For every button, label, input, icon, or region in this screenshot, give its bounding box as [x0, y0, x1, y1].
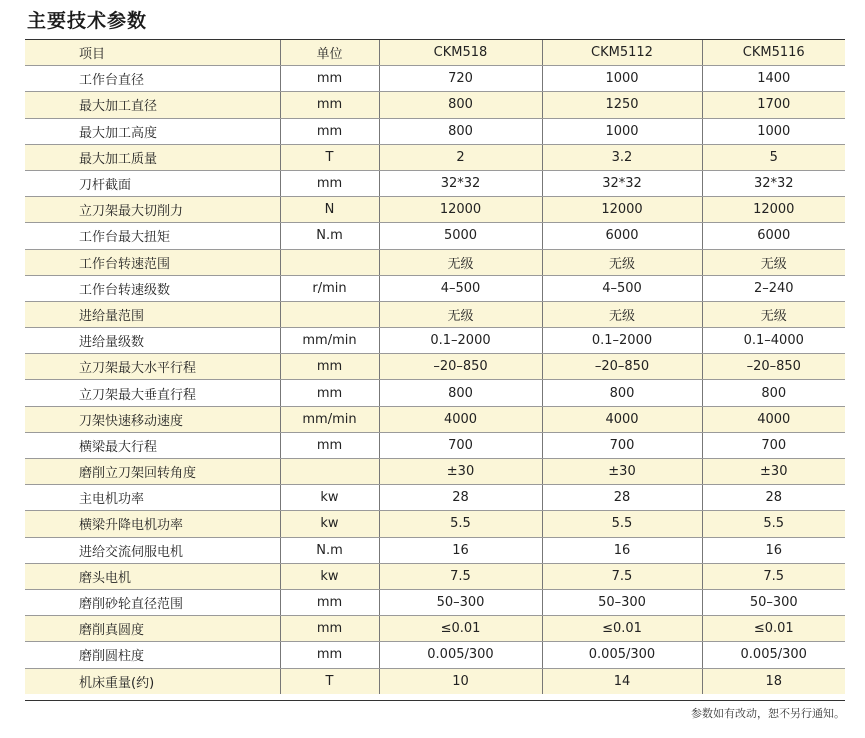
- table-row: [25, 170, 845, 196]
- cell-ckm518: 5000: [379, 223, 542, 249]
- table-row: [25, 197, 845, 223]
- table-row: [25, 118, 845, 144]
- cell-ckm5112: 0.1–2000: [542, 328, 702, 354]
- cell-ckm5116: 2–240: [702, 275, 845, 301]
- cell-ckm5112: ≤0.01: [542, 616, 702, 642]
- table-row: [25, 66, 845, 92]
- cell-ckm5116: 4000: [702, 406, 845, 432]
- cell-ckm5116: 0.1–4000: [702, 328, 845, 354]
- cell-unit: N: [280, 197, 379, 223]
- cell-unit: N.m: [280, 537, 379, 563]
- cell-ckm518: 7.5: [379, 563, 542, 589]
- cell-ckm5116: 5.5: [702, 511, 845, 537]
- cell-unit: [280, 301, 379, 327]
- cell-ckm5112: 14: [542, 668, 702, 694]
- cell-ckm518: 800: [379, 118, 542, 144]
- cell-unit: mm: [280, 589, 379, 615]
- cell-ckm5112: 无级: [542, 249, 702, 275]
- cell-ckm5116: 700: [702, 432, 845, 458]
- cell-ckm518: 10: [379, 668, 542, 694]
- cell-ckm518: 0.1–2000: [379, 328, 542, 354]
- cell-unit: T: [280, 144, 379, 170]
- cell-ckm5112: 1000: [542, 66, 702, 92]
- cell-ckm518: ≤0.01: [379, 616, 542, 642]
- table-row: [25, 328, 845, 354]
- cell-ckm5112: 3.2: [542, 144, 702, 170]
- cell-ckm5112: 无级: [542, 301, 702, 327]
- cell-item: 工作台直径: [25, 66, 280, 92]
- header-cell-item: 项目: [25, 40, 280, 66]
- table-row: [25, 275, 845, 301]
- cell-unit: mm: [280, 380, 379, 406]
- cell-item: 进给量级数: [25, 328, 280, 354]
- cell-unit: mm/min: [280, 406, 379, 432]
- cell-unit: r/min: [280, 275, 379, 301]
- table-row: [25, 354, 845, 380]
- cell-ckm518: –20–850: [379, 354, 542, 380]
- cell-ckm518: 700: [379, 432, 542, 458]
- table-row: [25, 563, 845, 589]
- cell-item: 立刀架最大水平行程: [25, 354, 280, 380]
- cell-item: 磨削真圆度: [25, 616, 280, 642]
- footnote: 参数如有改动，恕不另行通知。: [691, 707, 845, 720]
- cell-ckm5116: 800: [702, 380, 845, 406]
- table-row: [25, 432, 845, 458]
- cell-unit: mm: [280, 66, 379, 92]
- cell-item: 进给交流伺服电机: [25, 537, 280, 563]
- cell-ckm5112: 1250: [542, 92, 702, 118]
- cell-ckm5116: 0.005/300: [702, 642, 845, 668]
- cell-unit: mm: [280, 432, 379, 458]
- cell-ckm5116: ≤0.01: [702, 616, 845, 642]
- cell-item: 进给量范围: [25, 301, 280, 327]
- cell-item: 磨削砂轮直径范围: [25, 589, 280, 615]
- cell-ckm5112: 50–300: [542, 589, 702, 615]
- cell-item: 横梁升降电机功率: [25, 511, 280, 537]
- cell-ckm5116: 32*32: [702, 170, 845, 196]
- cell-ckm5112: 700: [542, 432, 702, 458]
- cell-ckm518: 0.005/300: [379, 642, 542, 668]
- cell-ckm5112: 32*32: [542, 170, 702, 196]
- cell-ckm518: 800: [379, 380, 542, 406]
- cell-ckm5116: 5: [702, 144, 845, 170]
- cell-ckm5112: 0.005/300: [542, 642, 702, 668]
- table-row: [25, 616, 845, 642]
- cell-ckm5112: 6000: [542, 223, 702, 249]
- table-row: [25, 511, 845, 537]
- spec-table-body: [25, 40, 845, 694]
- cell-unit: mm: [280, 92, 379, 118]
- cell-item: 机床重量(约): [25, 668, 280, 694]
- cell-ckm518: ±30: [379, 459, 542, 485]
- table-row: [25, 92, 845, 118]
- cell-ckm5116: 50–300: [702, 589, 845, 615]
- cell-unit: kw: [280, 511, 379, 537]
- table-header-row: [25, 40, 845, 66]
- cell-ckm5116: 12000: [702, 197, 845, 223]
- cell-item: 工作台最大扭矩: [25, 223, 280, 249]
- cell-item: 最大加工高度: [25, 118, 280, 144]
- cell-ckm5116: 18: [702, 668, 845, 694]
- page-title: 主要技术参数: [27, 10, 148, 32]
- table-row: [25, 249, 845, 275]
- table-row: [25, 642, 845, 668]
- cell-unit: mm: [280, 118, 379, 144]
- cell-ckm5116: 1400: [702, 66, 845, 92]
- cell-ckm518: 32*32: [379, 170, 542, 196]
- cell-ckm5112: 4–500: [542, 275, 702, 301]
- cell-ckm5112: 5.5: [542, 511, 702, 537]
- cell-unit: N.m: [280, 223, 379, 249]
- cell-ckm518: 28: [379, 485, 542, 511]
- cell-ckm518: 800: [379, 92, 542, 118]
- cell-unit: mm: [280, 616, 379, 642]
- cell-item: 立刀架最大垂直行程: [25, 380, 280, 406]
- cell-unit: [280, 459, 379, 485]
- header-cell-ckm518: CKM518: [379, 40, 542, 66]
- cell-ckm5112: 7.5: [542, 563, 702, 589]
- cell-item: 横梁最大行程: [25, 432, 280, 458]
- cell-unit: [280, 249, 379, 275]
- table-bottom-rule: [25, 700, 845, 701]
- table-row: [25, 589, 845, 615]
- cell-ckm518: 4000: [379, 406, 542, 432]
- cell-ckm5116: 无级: [702, 301, 845, 327]
- table-row: [25, 459, 845, 485]
- table-row: [25, 144, 845, 170]
- cell-unit: mm: [280, 642, 379, 668]
- cell-ckm5112: 800: [542, 380, 702, 406]
- cell-item: 工作台转速级数: [25, 275, 280, 301]
- table-row: [25, 406, 845, 432]
- cell-ckm5116: 1000: [702, 118, 845, 144]
- cell-ckm5112: 28: [542, 485, 702, 511]
- cell-item: 主电机功率: [25, 485, 280, 511]
- header-cell-ckm5112: CKM5112: [542, 40, 702, 66]
- cell-ckm5116: 16: [702, 537, 845, 563]
- cell-ckm5112: 12000: [542, 197, 702, 223]
- cell-ckm5116: 无级: [702, 249, 845, 275]
- cell-ckm5112: 1000: [542, 118, 702, 144]
- cell-ckm518: 12000: [379, 197, 542, 223]
- header-cell-ckm5116: CKM5116: [702, 40, 845, 66]
- cell-item: 刀杆截面: [25, 170, 280, 196]
- spec-table: [25, 40, 845, 694]
- cell-item: 最大加工质量: [25, 144, 280, 170]
- cell-ckm5112: 16: [542, 537, 702, 563]
- cell-item: 磨削立刀架回转角度: [25, 459, 280, 485]
- cell-ckm5112: –20–850: [542, 354, 702, 380]
- cell-item: 立刀架最大切削力: [25, 197, 280, 223]
- cell-ckm518: 2: [379, 144, 542, 170]
- cell-unit: mm/min: [280, 328, 379, 354]
- table-row: [25, 301, 845, 327]
- cell-unit: kw: [280, 563, 379, 589]
- cell-ckm518: 无级: [379, 301, 542, 327]
- cell-ckm518: 5.5: [379, 511, 542, 537]
- cell-ckm518: 4–500: [379, 275, 542, 301]
- cell-unit: T: [280, 668, 379, 694]
- table-row: [25, 380, 845, 406]
- cell-ckm5116: 28: [702, 485, 845, 511]
- cell-unit: kw: [280, 485, 379, 511]
- cell-ckm518: 16: [379, 537, 542, 563]
- cell-item: 磨削圆柱度: [25, 642, 280, 668]
- cell-unit: mm: [280, 170, 379, 196]
- cell-item: 刀架快速移动速度: [25, 406, 280, 432]
- cell-ckm518: 无级: [379, 249, 542, 275]
- cell-item: 磨头电机: [25, 563, 280, 589]
- table-row: [25, 223, 845, 249]
- cell-ckm5116: 7.5: [702, 563, 845, 589]
- cell-ckm5116: –20–850: [702, 354, 845, 380]
- cell-ckm518: 720: [379, 66, 542, 92]
- cell-ckm5116: 1700: [702, 92, 845, 118]
- cell-ckm5116: ±30: [702, 459, 845, 485]
- table-row: [25, 668, 845, 694]
- cell-unit: mm: [280, 354, 379, 380]
- cell-ckm5116: 6000: [702, 223, 845, 249]
- table-row: [25, 537, 845, 563]
- cell-ckm5112: 4000: [542, 406, 702, 432]
- cell-item: 工作台转速范围: [25, 249, 280, 275]
- header-cell-unit: 单位: [280, 40, 379, 66]
- cell-ckm518: 50–300: [379, 589, 542, 615]
- table-row: [25, 485, 845, 511]
- cell-item: 最大加工直径: [25, 92, 280, 118]
- cell-ckm5112: ±30: [542, 459, 702, 485]
